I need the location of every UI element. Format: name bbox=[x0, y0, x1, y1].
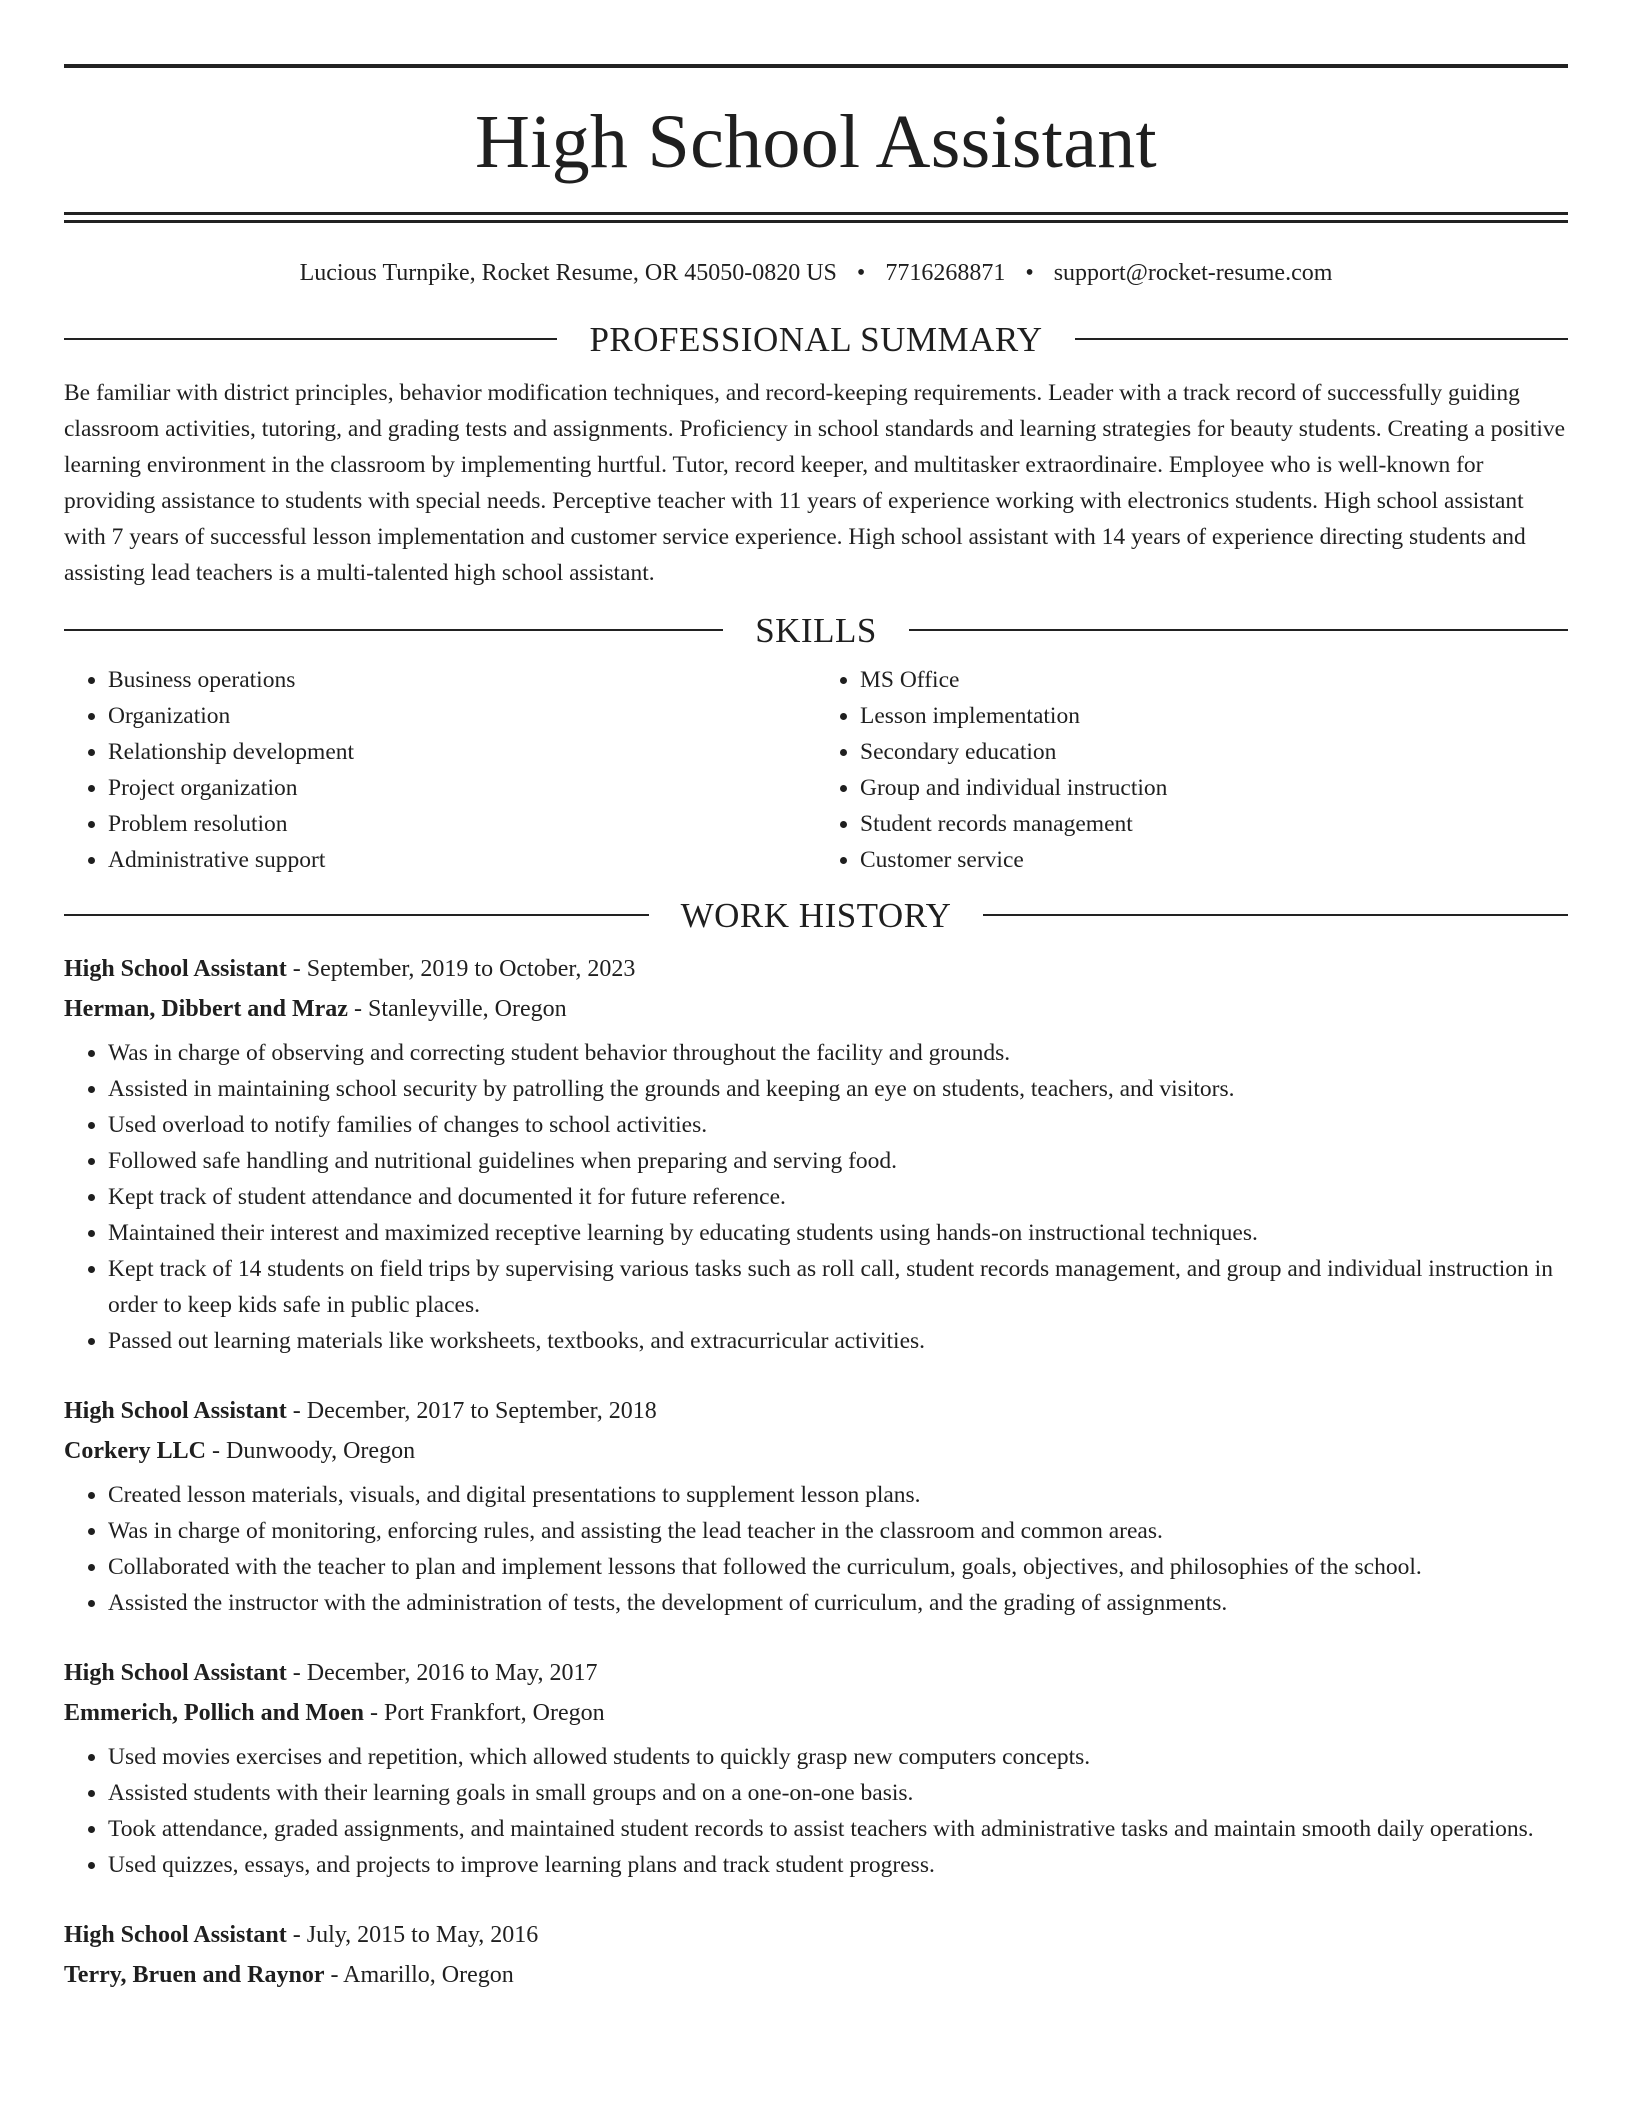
contact-line bbox=[64, 259, 1568, 288]
job-bullet: • Assisted the instructor with the administration of tests, the development of curriculum, and the grading of assignments. bbox=[108, 1585, 1568, 1621]
title-double-rule bbox=[64, 212, 1568, 223]
job-company: Herman, Dibbert and Mraz bbox=[64, 995, 348, 1022]
job-bullet: • Kept track of 14 students on field trips by supervising various tasks such as roll call, student records management, and group and individual instruction in order to keep kids safe in public places. bbox=[108, 1251, 1568, 1323]
skills-column-right bbox=[816, 662, 1568, 878]
job-title-line bbox=[64, 1391, 1568, 1431]
contact-separator: • bbox=[856, 260, 866, 286]
skills-list bbox=[64, 662, 1568, 878]
job-bullet: • Used quizzes, essays, and projects to improve learning plans and track student progress. bbox=[108, 1847, 1568, 1883]
contact-phone: 7716268871 bbox=[885, 260, 1006, 286]
job-company: Corkery LLC bbox=[64, 1437, 206, 1464]
job-title: High School Assistant bbox=[64, 1397, 287, 1424]
job-bullet: • Passed out learning materials like worksheets, textbooks, and extracurricular activities. bbox=[108, 1323, 1568, 1359]
job-company: Emmerich, Pollich and Moen bbox=[64, 1699, 364, 1726]
summary-heading bbox=[64, 319, 1568, 359]
job-dash: - bbox=[286, 1397, 307, 1424]
resume-title: High School Assistant bbox=[475, 100, 1157, 184]
job-bullet: • Maintained their interest and maximized receptive learning by educating students using hands-on instructional techniques. bbox=[108, 1215, 1568, 1251]
job-bullet: • Was in charge of monitoring, enforcing rules, and assisting the lead teacher in the classroom and common areas. bbox=[108, 1513, 1568, 1549]
job-entry bbox=[64, 1915, 1568, 1995]
job-entry bbox=[64, 1391, 1568, 1621]
job-title: High School Assistant bbox=[64, 955, 287, 982]
summary-text: Be familiar with district principles, behavior modification techniques, and record-keeping requirements. Leader with a track record of successfully guiding classroom activities, tutoring, and grading tests and assignments. Proficiency in school standards and learning strategies for beauty students. Creating a positive learning environment in the classroom by implementing hurtful. Tutor, record keeper, and multitasker extraordinaire. Employee who is well-known for providing assistance to students with special needs. Perceptive teacher with 11 years of experience working with electronics students. High school assistant with 7 years of successful lesson implementation and customer service experience. High school assistant with 14 years of experience directing students and assisting lead teachers is a multi-talented high school assistant. bbox=[64, 379, 1566, 586]
job-company-line bbox=[64, 1431, 1568, 1471]
job-bullet: • Used movies exercises and repetition, which allowed students to quickly grasp new computers concepts. bbox=[108, 1739, 1568, 1775]
skill-item: • Organization bbox=[108, 698, 816, 734]
job-bullet: • Assisted in maintaining school security by patrolling the grounds and keeping an eye on students, teachers, and visitors. bbox=[108, 1071, 1568, 1107]
skill-item: • Customer service bbox=[860, 842, 1568, 878]
contact-separator: • bbox=[1025, 260, 1034, 286]
job-title: High School Assistant bbox=[64, 1921, 287, 1948]
job-bullet: • Was in charge of observing and correcting student behavior throughout the facility and grounds. bbox=[108, 1035, 1568, 1071]
work-heading-label: WORK HISTORY bbox=[680, 895, 952, 935]
heading-rule-left bbox=[64, 629, 723, 631]
skill-item: • Problem resolution bbox=[108, 806, 816, 842]
skill-item: • Business operations bbox=[108, 662, 816, 698]
job-dash: - bbox=[205, 1437, 226, 1464]
job-dash: - bbox=[324, 1961, 344, 1988]
job-location: Amarillo, Oregon bbox=[343, 1961, 514, 1988]
skills-column-left bbox=[64, 662, 816, 878]
heading-rule-left bbox=[64, 338, 557, 340]
job-bullet: • Used overload to notify families of changes to school activities. bbox=[108, 1107, 1568, 1143]
job-dash: - bbox=[286, 1921, 307, 1948]
job-company-line bbox=[64, 989, 1568, 1029]
skills-heading-label: SKILLS bbox=[755, 610, 877, 650]
job-bullet: • Collaborated with the teacher to plan and implement lessons that followed the curriculum, goals, objectives, and philosophies of the school. bbox=[108, 1549, 1568, 1585]
skill-item: • Group and individual instruction bbox=[860, 770, 1568, 806]
job-dash: - bbox=[286, 955, 307, 982]
job-company-line bbox=[64, 1955, 1568, 1995]
job-company: Terry, Bruen and Raynor bbox=[64, 1961, 325, 1988]
job-entry bbox=[64, 949, 1568, 1359]
contact-address: Lucious Turnpike, Rocket Resume, OR 45050-0820 US bbox=[299, 260, 837, 286]
skill-item: • Student records management bbox=[860, 806, 1568, 842]
job-entry bbox=[64, 1653, 1568, 1883]
heading-rule-right bbox=[909, 629, 1568, 631]
job-title-line bbox=[64, 1653, 1568, 1693]
job-bullet: • Assisted students with their learning goals in small groups and on a one-on-one basis. bbox=[108, 1775, 1568, 1811]
resume-page bbox=[64, 64, 1568, 2027]
job-bullets bbox=[64, 1035, 1568, 1359]
skills-heading bbox=[64, 610, 1568, 650]
job-dates: September, 2019 to October, 2023 bbox=[306, 955, 636, 982]
job-location: Dunwoody, Oregon bbox=[225, 1437, 416, 1464]
contact-email: support@rocket-resume.com bbox=[1053, 260, 1333, 286]
job-location: Stanleyville, Oregon bbox=[367, 995, 567, 1022]
job-dash: - bbox=[347, 995, 368, 1022]
job-dash: - bbox=[363, 1699, 384, 1726]
heading-rule-right bbox=[983, 914, 1568, 916]
job-bullet: • Created lesson materials, visuals, and digital presentations to supplement lesson plans. bbox=[108, 1477, 1568, 1513]
job-dates: July, 2015 to May, 2016 bbox=[306, 1921, 539, 1948]
job-dates: December, 2016 to May, 2017 bbox=[306, 1659, 598, 1686]
skill-item: • Relationship development bbox=[108, 734, 816, 770]
job-company-line bbox=[64, 1693, 1568, 1733]
job-bullet: • Followed safe handling and nutritional guidelines when preparing and serving food. bbox=[108, 1143, 1568, 1179]
job-title-line bbox=[64, 1915, 1568, 1955]
skill-item: • Administrative support bbox=[108, 842, 816, 878]
job-bullets bbox=[64, 1477, 1568, 1621]
heading-rule-right bbox=[1075, 338, 1568, 340]
skill-item: • Lesson implementation bbox=[860, 698, 1568, 734]
skill-item: • Project organization bbox=[108, 770, 816, 806]
job-dates: December, 2017 to September, 2018 bbox=[306, 1397, 657, 1424]
job-location: Port Frankfort, Oregon bbox=[383, 1699, 605, 1726]
skill-item: • Secondary education bbox=[860, 734, 1568, 770]
job-title-line bbox=[64, 949, 1568, 989]
job-title: High School Assistant bbox=[64, 1659, 287, 1686]
heading-rule-left bbox=[64, 914, 649, 916]
work-heading bbox=[64, 895, 1568, 935]
summary-heading-label: PROFESSIONAL SUMMARY bbox=[589, 319, 1043, 359]
skill-item: • MS Office bbox=[860, 662, 1568, 698]
job-bullet: • Kept track of student attendance and documented it for future reference. bbox=[108, 1179, 1568, 1215]
job-bullet: • Took attendance, graded assignments, and maintained student records to assist teachers with administrative tasks and maintain smooth daily operations. bbox=[108, 1811, 1568, 1847]
job-dash: - bbox=[286, 1659, 307, 1686]
job-bullets bbox=[64, 1739, 1568, 1883]
